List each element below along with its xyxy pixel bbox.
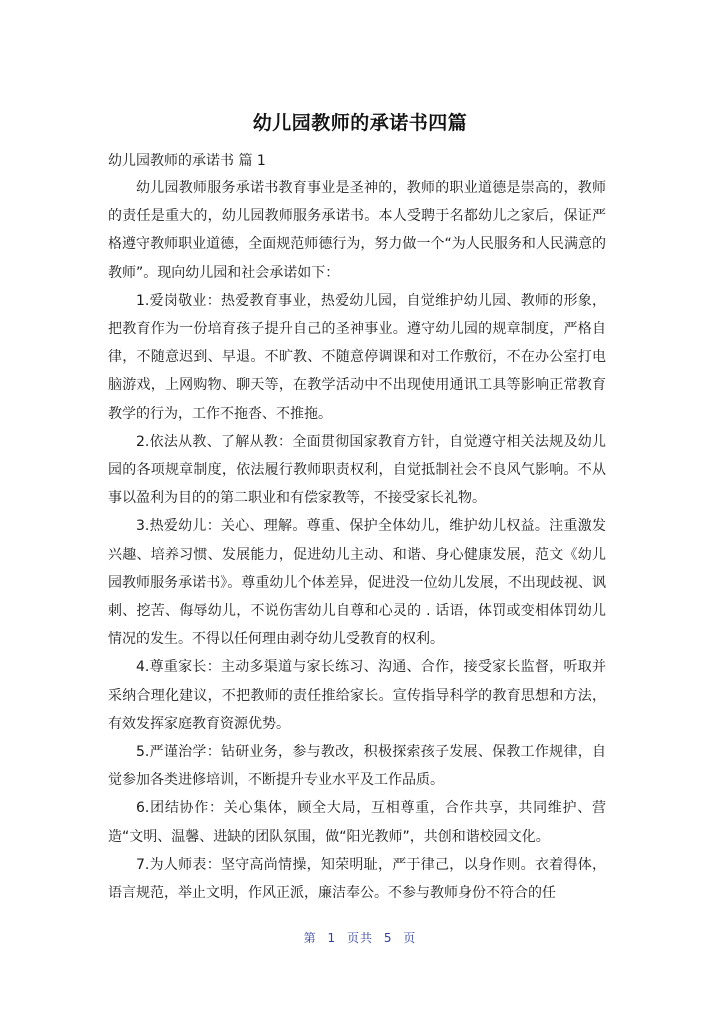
paragraph-item-2: 2.依法从教、了解从教：全面贯彻国家教育方针，自觉遵守相关法规及幼儿园的各项规章制度，依法履行教师职责权利，自觉抵制社会不良风气影响。不从事以盈利为目的的第二职业和有偿家教等，不接受家长礼物。 xyxy=(108,433,606,507)
page-total: 5 xyxy=(383,931,393,945)
page-middle: 页共 xyxy=(346,931,373,945)
document-title: 幼儿园教师的承诺书四篇 xyxy=(252,112,468,134)
paragraph-item-4: 4.尊重家长：主动多渠道与家长练习、沟通、合作，接受家长监督，听取并采纳合理化建议，不把教师的责任推给家长。宣传指导科学的教育思想和方法，有效发挥家庭教育资源优势。 xyxy=(108,659,606,732)
section-heading: 幼儿园教师的承诺书 篇 1 xyxy=(108,153,266,169)
paragraph-item-3: 3.热爱幼儿：关心、理解。尊重、保护全体幼儿，维护幼儿权益。注重激发兴趣、培养习惯、发展能力，促进幼儿主动、和谐、身心健康发展，范文《幼儿园教师服务承诺书》。尊重幼儿个体差异，促进没一位幼儿发展，不出现歧视、讽刺、挖苦、侮辱幼儿，不说伤害幼儿自尊和心灵的 . 话语，体罚或变相体罚幼儿情况的发生。不得以任何理由剥夺幼儿受教育的权利。 xyxy=(108,518,606,648)
paragraph-item-5: 5.严谨治学：钻研业务，参与教改，积极探索孩子发展、保教工作规律，自觉参加各类进修培训，不断提升专业水平及工作品质。 xyxy=(108,744,606,789)
paragraph-item-7: 7.为人师表：坚守高尚情操，知荣明耻，严于律己，以身作则。衣着得体，语言规范，举止文明，作风正派，廉洁奉公。不参与教师身份不符合的任 xyxy=(108,856,606,902)
page-prefix: 第 xyxy=(303,931,317,945)
paragraph-intro: 幼儿园教师服务承诺书教育事业是圣神的，教师的职业道德是崇高的，教师的责任是重大的，幼儿园教师服务承诺书。本人受聘于名都幼儿之家后，保证严格遵守教师职业道德，全面规范师德行为，努力做一个“为人民服务和人民满意的教师”。现向幼儿园和社会承诺如下： xyxy=(108,180,606,281)
page-number: 1 xyxy=(327,931,337,945)
paragraph-item-1: 1.爱岗敬业：热爱教育事业，热爱幼儿园，自觉维护幼儿园、教师的形象，把教育作为一份培育孩子提升自己的圣神事业。遵守幼儿园的规章制度，严格自律，不随意迟到、早退。不旷教、不随意停调课和对工作敷衍，不在办公室打电脑游戏，上网购物、聊天等，在教学活动中不出现使用通讯工具等影响正常教育教学的行为，工作不拖沓、不推拖。 xyxy=(108,292,606,422)
paragraph-item-6: 6.团结协作：关心集体，顾全大局，互相尊重，合作共享，共同维护、营造“文明、温馨、进缺的团队氛围，做“阳光教师”，共创和谐校园文化。 xyxy=(108,800,606,845)
page-footer xyxy=(0,929,720,946)
document-body xyxy=(108,174,606,907)
page-suffix: 页 xyxy=(403,931,417,945)
